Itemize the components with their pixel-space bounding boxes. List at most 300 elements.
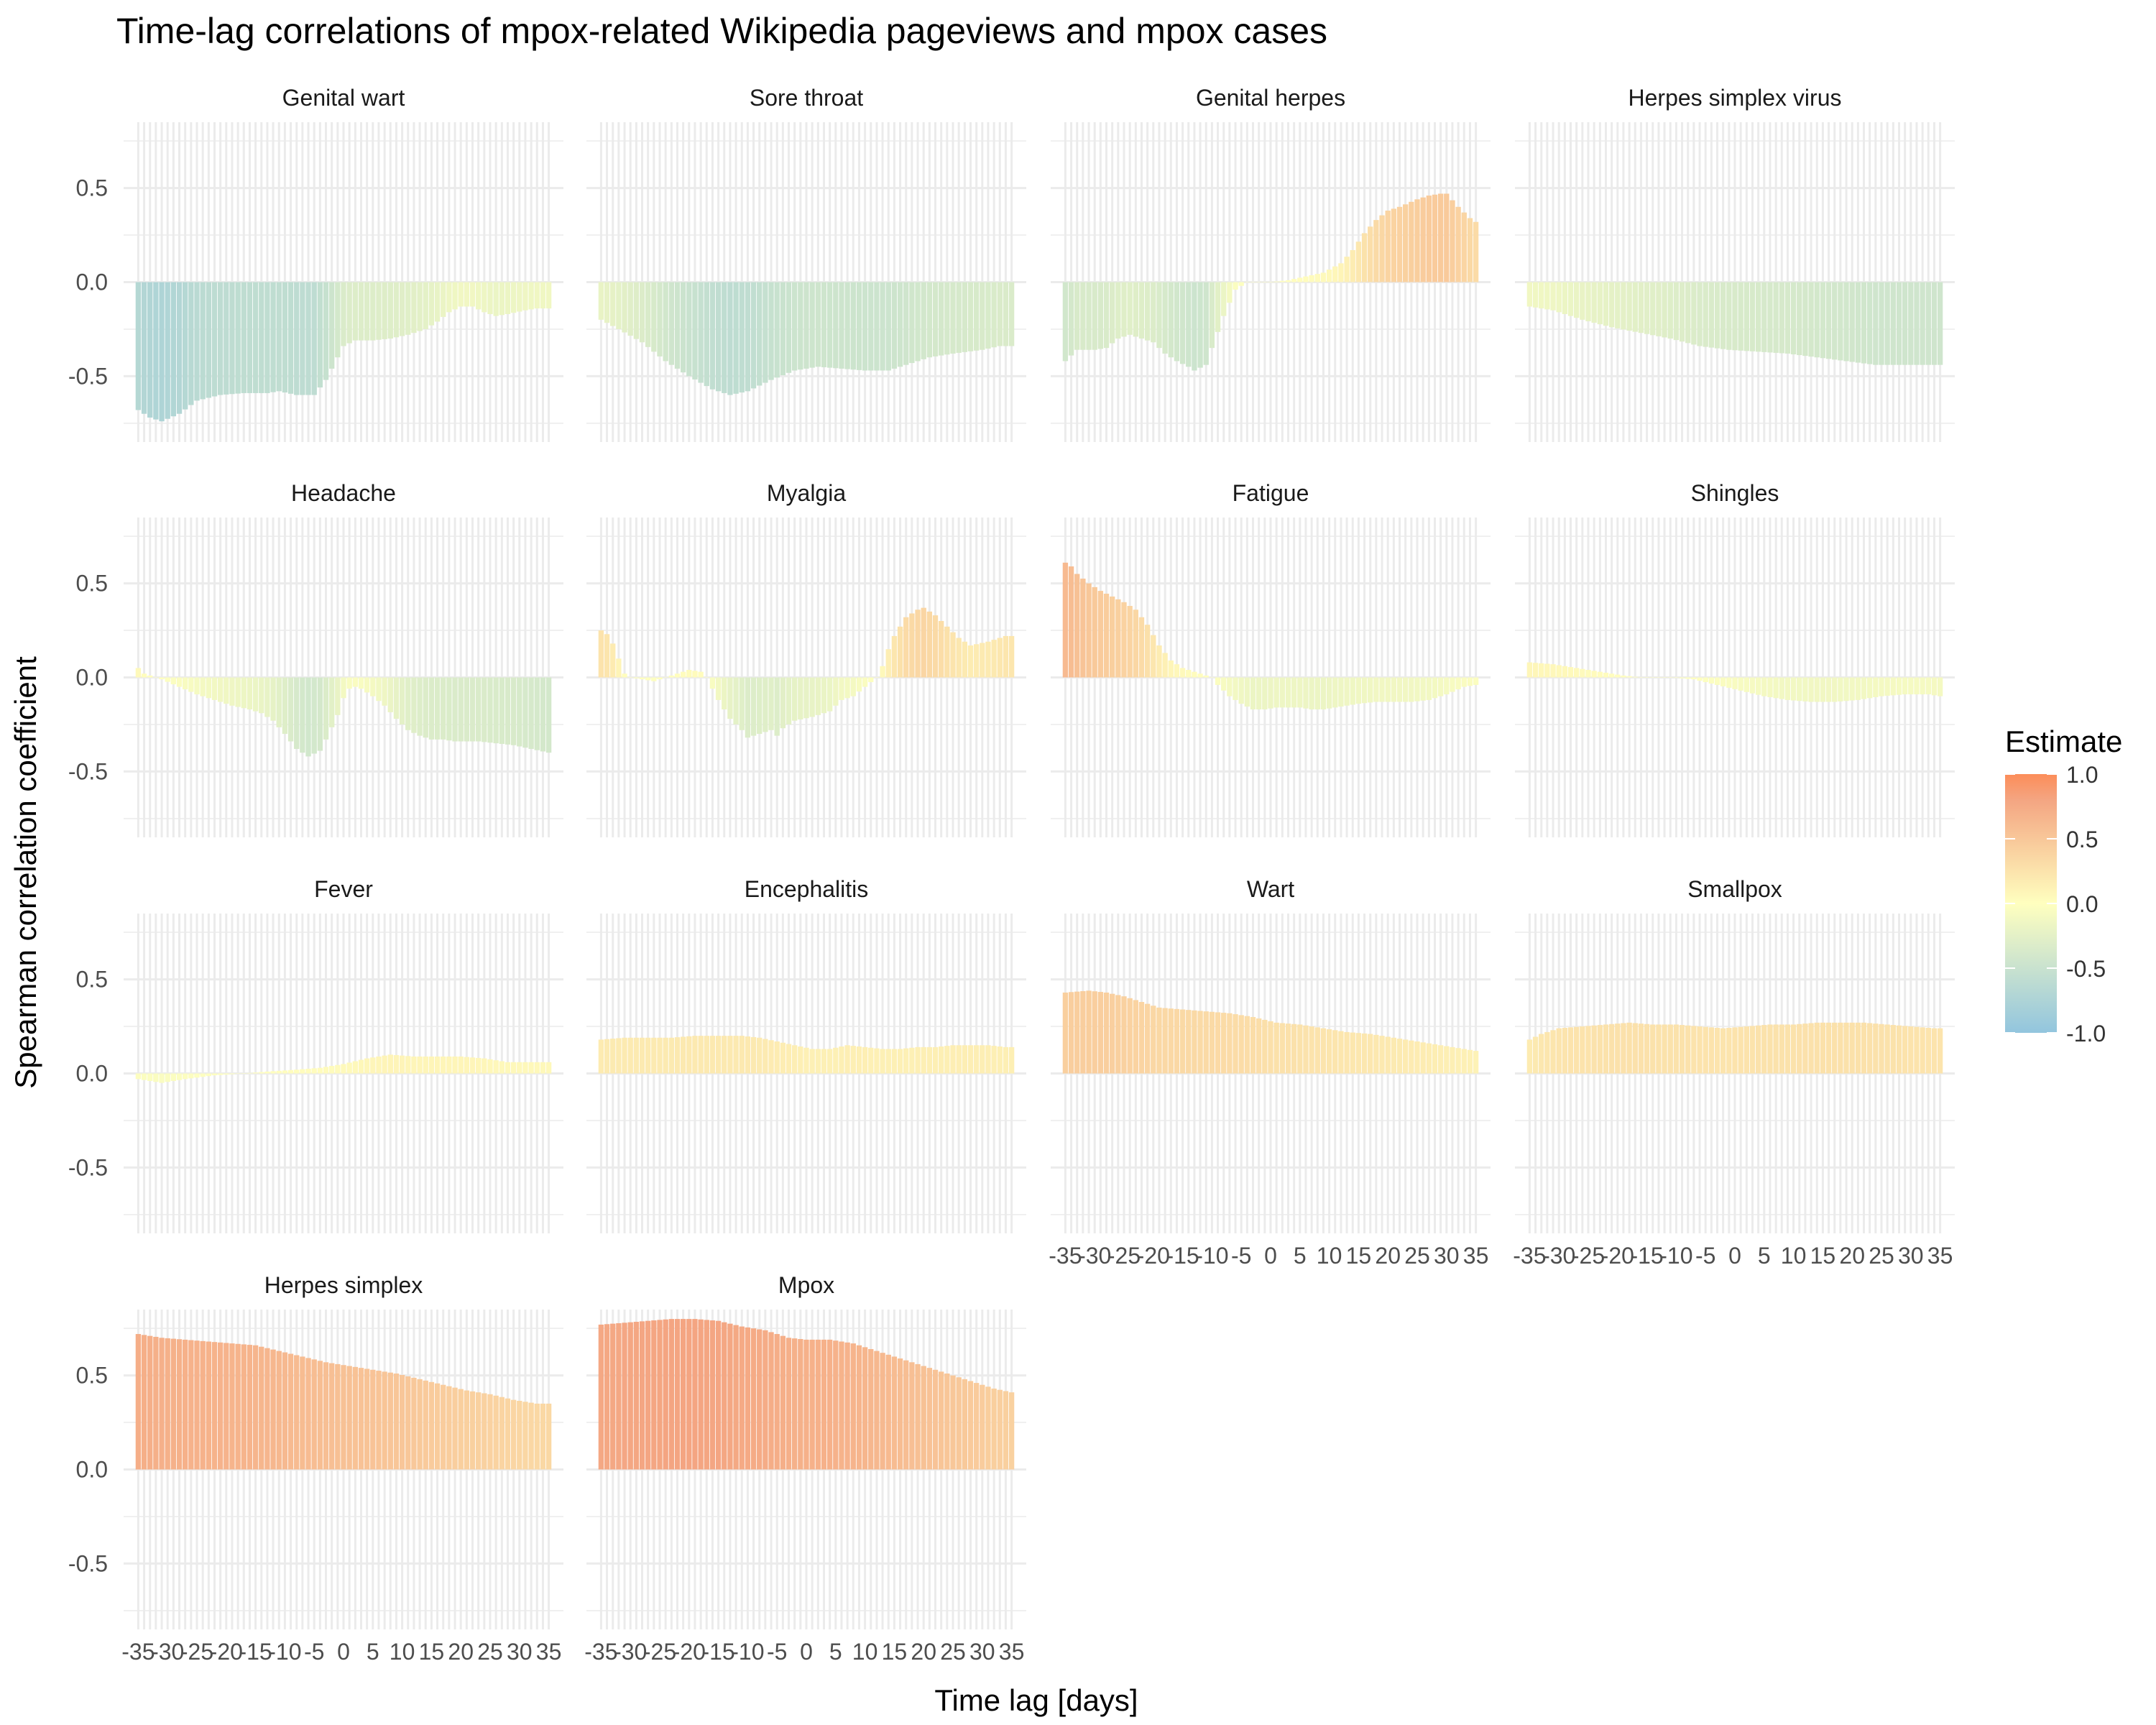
bar	[400, 1375, 405, 1470]
bar	[768, 678, 773, 730]
bar	[1914, 1027, 1919, 1074]
bar	[1462, 678, 1467, 687]
bar	[1626, 676, 1631, 678]
bar	[622, 282, 627, 333]
bar	[681, 282, 686, 373]
bar	[998, 1046, 1003, 1074]
x-tick-label: -25	[180, 1639, 214, 1665]
bar	[933, 1047, 938, 1074]
bar	[645, 678, 650, 681]
bar	[1891, 1025, 1896, 1073]
bar	[775, 678, 780, 736]
bar	[288, 1354, 293, 1470]
bar	[733, 1036, 738, 1073]
bar	[1920, 282, 1925, 365]
legend-tick-label: -0.5	[2066, 956, 2106, 982]
bar	[1286, 1024, 1291, 1073]
bar	[1003, 636, 1008, 678]
bar	[727, 282, 732, 395]
x-tick-label: -25	[1107, 1243, 1141, 1269]
bar	[318, 1068, 323, 1074]
bar	[980, 282, 985, 350]
bar	[511, 678, 516, 745]
bar	[780, 282, 786, 376]
bar	[1192, 672, 1197, 678]
bar	[1738, 1027, 1743, 1074]
bar	[1373, 678, 1378, 702]
bar	[346, 1062, 351, 1073]
bar	[147, 676, 152, 678]
bar	[657, 1320, 662, 1469]
bar	[165, 1338, 170, 1470]
bar	[370, 678, 375, 696]
bar	[640, 1321, 645, 1469]
bar	[886, 1355, 891, 1470]
bar	[264, 678, 270, 717]
bar	[1720, 678, 1726, 686]
bar	[716, 1036, 721, 1073]
bar	[851, 1046, 856, 1073]
bar	[675, 1319, 680, 1469]
bar	[1086, 990, 1091, 1073]
bar	[1239, 282, 1244, 286]
bar	[241, 1344, 247, 1469]
bar	[1544, 664, 1549, 678]
x-tick-label: 35	[1462, 1243, 1489, 1269]
bar	[1215, 1012, 1220, 1073]
bar	[909, 282, 914, 364]
bar	[1210, 1012, 1215, 1074]
bar	[200, 282, 205, 400]
bar	[1732, 1027, 1737, 1073]
bar	[1715, 282, 1720, 349]
bar	[768, 1332, 773, 1469]
bar	[388, 1054, 393, 1073]
bar	[259, 1072, 264, 1074]
bar	[1145, 625, 1150, 677]
bar	[1151, 635, 1156, 678]
bar	[353, 1367, 358, 1470]
bar	[599, 282, 604, 320]
x-tick-label: 35	[998, 1639, 1025, 1665]
bar	[1815, 678, 1820, 702]
bar	[194, 1074, 199, 1078]
bar	[177, 1339, 182, 1469]
bar	[1785, 1024, 1790, 1073]
bar	[341, 1365, 346, 1469]
bar	[153, 1337, 158, 1470]
bar	[651, 1038, 656, 1074]
bar	[1086, 584, 1091, 678]
y-tick-label: 0.0	[75, 664, 108, 691]
bar	[1562, 282, 1567, 315]
bar	[892, 1049, 897, 1073]
bar	[839, 282, 844, 369]
bar	[1891, 282, 1896, 365]
bar	[909, 1362, 914, 1469]
bar	[1104, 594, 1109, 677]
x-tick-label: -20	[1600, 1243, 1634, 1269]
bar	[1156, 1008, 1161, 1074]
bar	[640, 678, 645, 680]
bar	[159, 282, 164, 422]
bar	[809, 678, 814, 717]
bar	[1738, 282, 1743, 351]
bar	[1227, 678, 1232, 696]
bar	[1891, 678, 1896, 696]
bar	[763, 678, 768, 732]
bar	[136, 668, 141, 677]
bar	[704, 1320, 709, 1469]
bar	[1221, 1013, 1226, 1073]
bar	[1233, 678, 1238, 700]
bar	[780, 678, 786, 729]
bar	[980, 1045, 985, 1073]
x-tick-label: -5	[766, 1639, 788, 1665]
bar	[933, 282, 938, 356]
bar	[1245, 1016, 1250, 1074]
bar	[1427, 1044, 1432, 1074]
bar	[716, 1321, 721, 1470]
bar	[1432, 195, 1437, 282]
bar	[1562, 1028, 1567, 1073]
bar	[686, 282, 691, 377]
x-tick-label: -5	[1230, 1243, 1252, 1269]
bar	[1303, 678, 1308, 709]
bar	[1309, 1026, 1314, 1073]
bar	[763, 282, 768, 383]
bar	[305, 1069, 310, 1074]
bar	[681, 1319, 686, 1469]
bar	[1861, 678, 1866, 699]
bar	[816, 1049, 821, 1073]
bar	[452, 678, 457, 742]
bar	[1720, 282, 1726, 349]
bar	[1080, 991, 1085, 1074]
bar	[1850, 1023, 1855, 1074]
bar	[535, 678, 540, 750]
bar	[1438, 193, 1443, 282]
bar	[1750, 1026, 1755, 1073]
bar	[821, 1049, 826, 1073]
bar	[493, 282, 498, 316]
bar	[775, 1041, 780, 1074]
bar	[616, 1323, 621, 1470]
bar	[1427, 196, 1432, 282]
bar	[1268, 1021, 1273, 1074]
bar	[727, 678, 732, 719]
chart-title: Time-lag correlations of mpox-related Wikipedia pageviews and mpox cases	[116, 11, 1328, 51]
bar	[862, 282, 867, 371]
bar	[1879, 678, 1884, 696]
bar	[1580, 669, 1585, 678]
bar	[1356, 1033, 1361, 1073]
panel-title: Fever	[314, 876, 373, 902]
bar	[839, 1342, 844, 1470]
bar	[142, 1074, 147, 1080]
bar	[892, 282, 897, 369]
x-tick-label: -5	[303, 1639, 325, 1665]
legend-tick-label: 1.0	[2066, 762, 2099, 788]
bar	[839, 678, 844, 700]
bar	[1861, 282, 1866, 364]
bar	[1574, 282, 1579, 318]
bar	[1720, 1029, 1726, 1074]
panel-herpes-simplex	[68, 1272, 563, 1665]
bar	[1356, 242, 1361, 282]
bar	[370, 282, 375, 341]
panel-headache	[68, 480, 563, 837]
bar	[1121, 996, 1126, 1073]
bar	[1773, 678, 1778, 699]
bar	[1639, 282, 1644, 334]
bar	[1162, 282, 1167, 354]
x-tick-label: 0	[337, 1639, 350, 1665]
legend-tick-label: -1.0	[2066, 1021, 2106, 1046]
bar	[939, 1371, 944, 1469]
bar	[294, 1070, 299, 1073]
bar	[1344, 678, 1349, 706]
bar	[809, 1340, 814, 1470]
bar	[727, 1036, 732, 1073]
bar	[1867, 678, 1872, 699]
x-tick-label: -20	[672, 1639, 706, 1665]
bar	[522, 1402, 528, 1469]
bar	[1397, 207, 1402, 282]
bar	[909, 614, 914, 678]
y-tick-label: 0.0	[75, 269, 108, 295]
bar	[505, 678, 510, 745]
bar	[288, 1070, 293, 1074]
bar	[1856, 282, 1861, 363]
x-tick-label: 5	[366, 1639, 379, 1665]
bar	[323, 282, 328, 380]
bar	[1145, 282, 1150, 341]
x-tick-label: 0	[800, 1639, 813, 1665]
bar	[188, 678, 193, 692]
bar	[844, 1343, 849, 1470]
panel-shingles	[1515, 480, 1955, 837]
bar	[1397, 678, 1402, 702]
bar	[1697, 678, 1702, 681]
bar	[1403, 678, 1408, 702]
bar	[411, 678, 416, 733]
bar	[651, 282, 656, 352]
bar	[1139, 617, 1144, 678]
bar	[1468, 678, 1473, 686]
bar	[446, 1057, 451, 1074]
bar	[733, 282, 738, 394]
bar	[382, 282, 387, 339]
bar	[1009, 1392, 1014, 1469]
bar	[1644, 1024, 1649, 1074]
bar	[1908, 678, 1913, 695]
bar	[147, 1074, 152, 1081]
bar	[1444, 193, 1449, 282]
bar	[686, 1036, 691, 1074]
bar	[535, 282, 540, 309]
bar	[1115, 282, 1120, 339]
bar	[763, 1039, 768, 1074]
bar	[751, 678, 756, 736]
legend	[2005, 724, 2122, 1046]
bar	[177, 678, 182, 687]
bar	[1802, 1024, 1807, 1073]
bar	[206, 678, 211, 699]
bar	[1197, 282, 1202, 368]
bar	[482, 1059, 487, 1074]
bar	[692, 282, 697, 380]
bar	[1450, 1047, 1455, 1074]
bar	[1444, 678, 1449, 695]
bar	[1615, 282, 1620, 328]
bar	[710, 678, 715, 689]
bar	[1591, 282, 1596, 323]
bar	[165, 1074, 170, 1082]
bar	[417, 282, 422, 331]
bar	[950, 1045, 955, 1073]
bar	[915, 610, 920, 677]
bar	[1186, 670, 1191, 677]
bar	[1550, 282, 1555, 310]
bar	[142, 673, 147, 677]
bar	[1455, 1048, 1460, 1073]
bar	[452, 1388, 457, 1470]
bar	[1432, 678, 1437, 699]
bar	[1603, 282, 1608, 326]
bar	[645, 1321, 650, 1470]
bar	[1615, 1024, 1620, 1073]
bar	[1462, 1049, 1467, 1073]
bar	[710, 1320, 715, 1469]
bar	[1820, 678, 1825, 702]
bar	[394, 282, 399, 338]
x-tick-label: 25	[1404, 1243, 1430, 1269]
bar	[1450, 201, 1455, 282]
bar	[915, 282, 920, 362]
bar	[171, 1339, 176, 1470]
bar	[1808, 678, 1813, 702]
bar	[540, 1404, 545, 1470]
bar	[1344, 1032, 1349, 1074]
panel-wart	[1049, 876, 1491, 1269]
bar	[353, 1061, 358, 1073]
bar	[346, 678, 351, 689]
bar	[188, 1074, 193, 1079]
bar	[1715, 678, 1720, 685]
bar	[1902, 282, 1907, 365]
bar	[962, 1045, 967, 1073]
bar	[417, 1379, 422, 1470]
bar	[136, 1074, 141, 1080]
bar	[1139, 282, 1144, 339]
bar	[253, 1072, 258, 1073]
panel-title: Mpox	[778, 1272, 835, 1298]
bar	[757, 1329, 762, 1469]
bar	[183, 282, 188, 410]
bar	[1350, 678, 1355, 705]
bar	[405, 678, 410, 730]
bar	[218, 282, 223, 395]
bar	[364, 1059, 369, 1074]
bar	[768, 282, 773, 380]
bar	[405, 1376, 410, 1470]
bar	[359, 1060, 364, 1074]
bar	[1685, 678, 1690, 679]
bar	[441, 1057, 446, 1074]
bar	[382, 1056, 387, 1074]
bar	[1268, 282, 1273, 283]
bar	[277, 282, 282, 392]
bar	[1321, 272, 1326, 282]
bar	[405, 1056, 410, 1073]
bar	[1245, 282, 1250, 283]
bar	[1239, 1015, 1244, 1073]
bar	[909, 1048, 914, 1074]
bar	[857, 678, 862, 692]
bar	[464, 282, 469, 307]
bar	[857, 1346, 862, 1470]
bar	[786, 678, 791, 724]
bar	[376, 1057, 381, 1074]
bar	[1756, 678, 1761, 695]
bar	[1003, 1047, 1008, 1074]
bar	[1756, 1026, 1761, 1074]
bar	[499, 1061, 505, 1073]
bar	[1321, 678, 1326, 710]
bar	[517, 678, 522, 747]
bar	[394, 1055, 399, 1074]
bar	[1268, 678, 1273, 709]
bar	[493, 678, 498, 744]
bar	[1533, 663, 1538, 677]
bar	[464, 1391, 469, 1470]
bar	[1932, 1029, 1937, 1074]
bar	[1250, 282, 1256, 283]
bar	[1250, 1017, 1256, 1074]
bar	[277, 1351, 282, 1470]
bar	[833, 1048, 838, 1074]
bar	[950, 632, 955, 678]
bar	[1902, 678, 1907, 695]
bar	[833, 678, 838, 706]
bar	[915, 1364, 920, 1470]
bar	[610, 1039, 615, 1073]
bar	[1386, 1036, 1391, 1073]
bar	[1133, 610, 1138, 677]
bar	[499, 1397, 505, 1470]
bar	[716, 678, 721, 700]
bar	[1262, 282, 1267, 283]
bar	[1327, 270, 1332, 282]
bar	[985, 642, 990, 678]
bar	[1256, 678, 1261, 710]
bar	[798, 678, 803, 719]
bar	[1585, 670, 1590, 677]
bar	[1797, 678, 1802, 702]
bar	[1621, 1023, 1626, 1073]
bar	[264, 1348, 270, 1470]
bar	[1303, 1026, 1308, 1074]
bar	[1897, 282, 1902, 365]
bar	[294, 1355, 299, 1469]
x-tick-label: 20	[911, 1639, 936, 1665]
bar	[136, 282, 141, 410]
x-tick-label: -20	[209, 1639, 243, 1665]
bar	[487, 1059, 492, 1074]
bar	[300, 678, 305, 753]
bar	[610, 282, 615, 326]
